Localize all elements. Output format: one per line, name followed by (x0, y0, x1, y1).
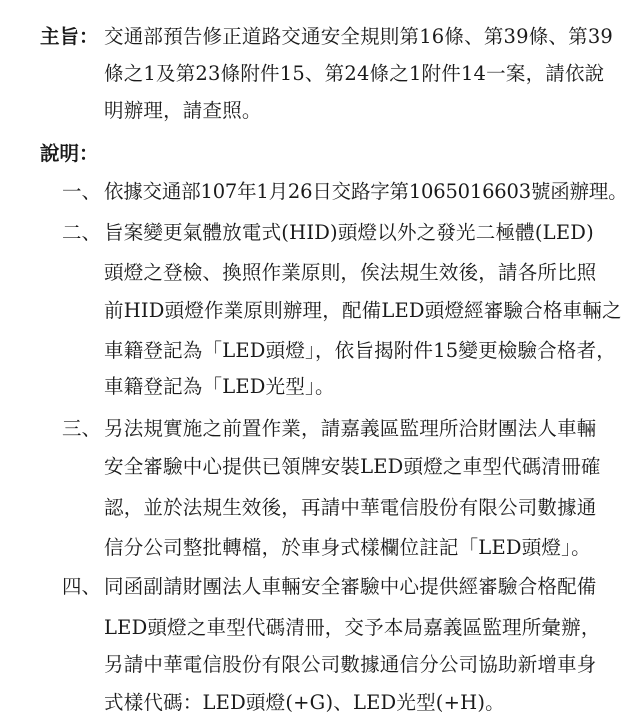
item-2-line-1: 旨案變更氣體放電式(HID)頭燈以外之發光二極體(LED) (104, 221, 594, 244)
item-4-line-1: 同函副請財團法人車輛安全審驗中心提供經審驗合格配備 (104, 575, 597, 598)
item-number-2: 二、 (62, 221, 102, 244)
item-4-line-2: LED頭燈之車型代碼清冊，交予本局嘉義區監理所彙辦， (104, 616, 601, 639)
item-3-line-4: 信分公司整批轉檔，於車身式樣欄位註記「LED頭燈」。 (104, 536, 591, 559)
item-2-line-5: 車籍登記為「LED光型」。 (104, 375, 335, 398)
item-number-4: 四、 (62, 575, 102, 598)
item-2-line-2: 頭燈之登檢、換照作業原則，俟法規生效後，請各所比照 (104, 261, 597, 284)
subject-line-2: 條之1及第23條附件15、第24條之1附件14一案，請依說 (104, 62, 605, 85)
item-1-line-1: 依據交通部107年1月26日交路字第1065016603號函辦理。 (104, 180, 628, 203)
item-number-1: 一、 (62, 180, 102, 203)
item-3-line-3: 認，並於法規生效後，再請中華電信股份有限公司數據通 (104, 496, 597, 519)
subject-line-3: 明辦理，請查照。 (104, 99, 262, 122)
item-2-line-3: 前HID頭燈作業原則辦理，配備LED頭燈經審驗合格車輛之 (104, 299, 622, 322)
item-number-3: 三、 (62, 417, 102, 440)
item-4-line-4: 式樣代碼：LED頭燈(+G)、LED光型(+H)。 (104, 691, 505, 714)
item-3-line-2: 安全審驗中心提供已領牌安裝LED頭燈之車型代碼清冊確 (104, 455, 601, 478)
subject-label: 主旨： (40, 25, 99, 48)
subject-line-1: 交通部預告修正道路交通安全規則第16條、第39條、第39 (104, 25, 614, 48)
item-3-line-1: 另法規實施之前置作業，請嘉義區監理所洽財團法人車輛 (104, 417, 597, 440)
item-4-line-3: 另請中華電信股份有限公司數據通信分公司協助新增車身 (104, 653, 597, 676)
explanation-label: 說明： (40, 142, 99, 165)
item-2-line-4: 車籍登記為「LED頭燈」，依旨揭附件15變更檢驗合格者， (104, 339, 616, 362)
